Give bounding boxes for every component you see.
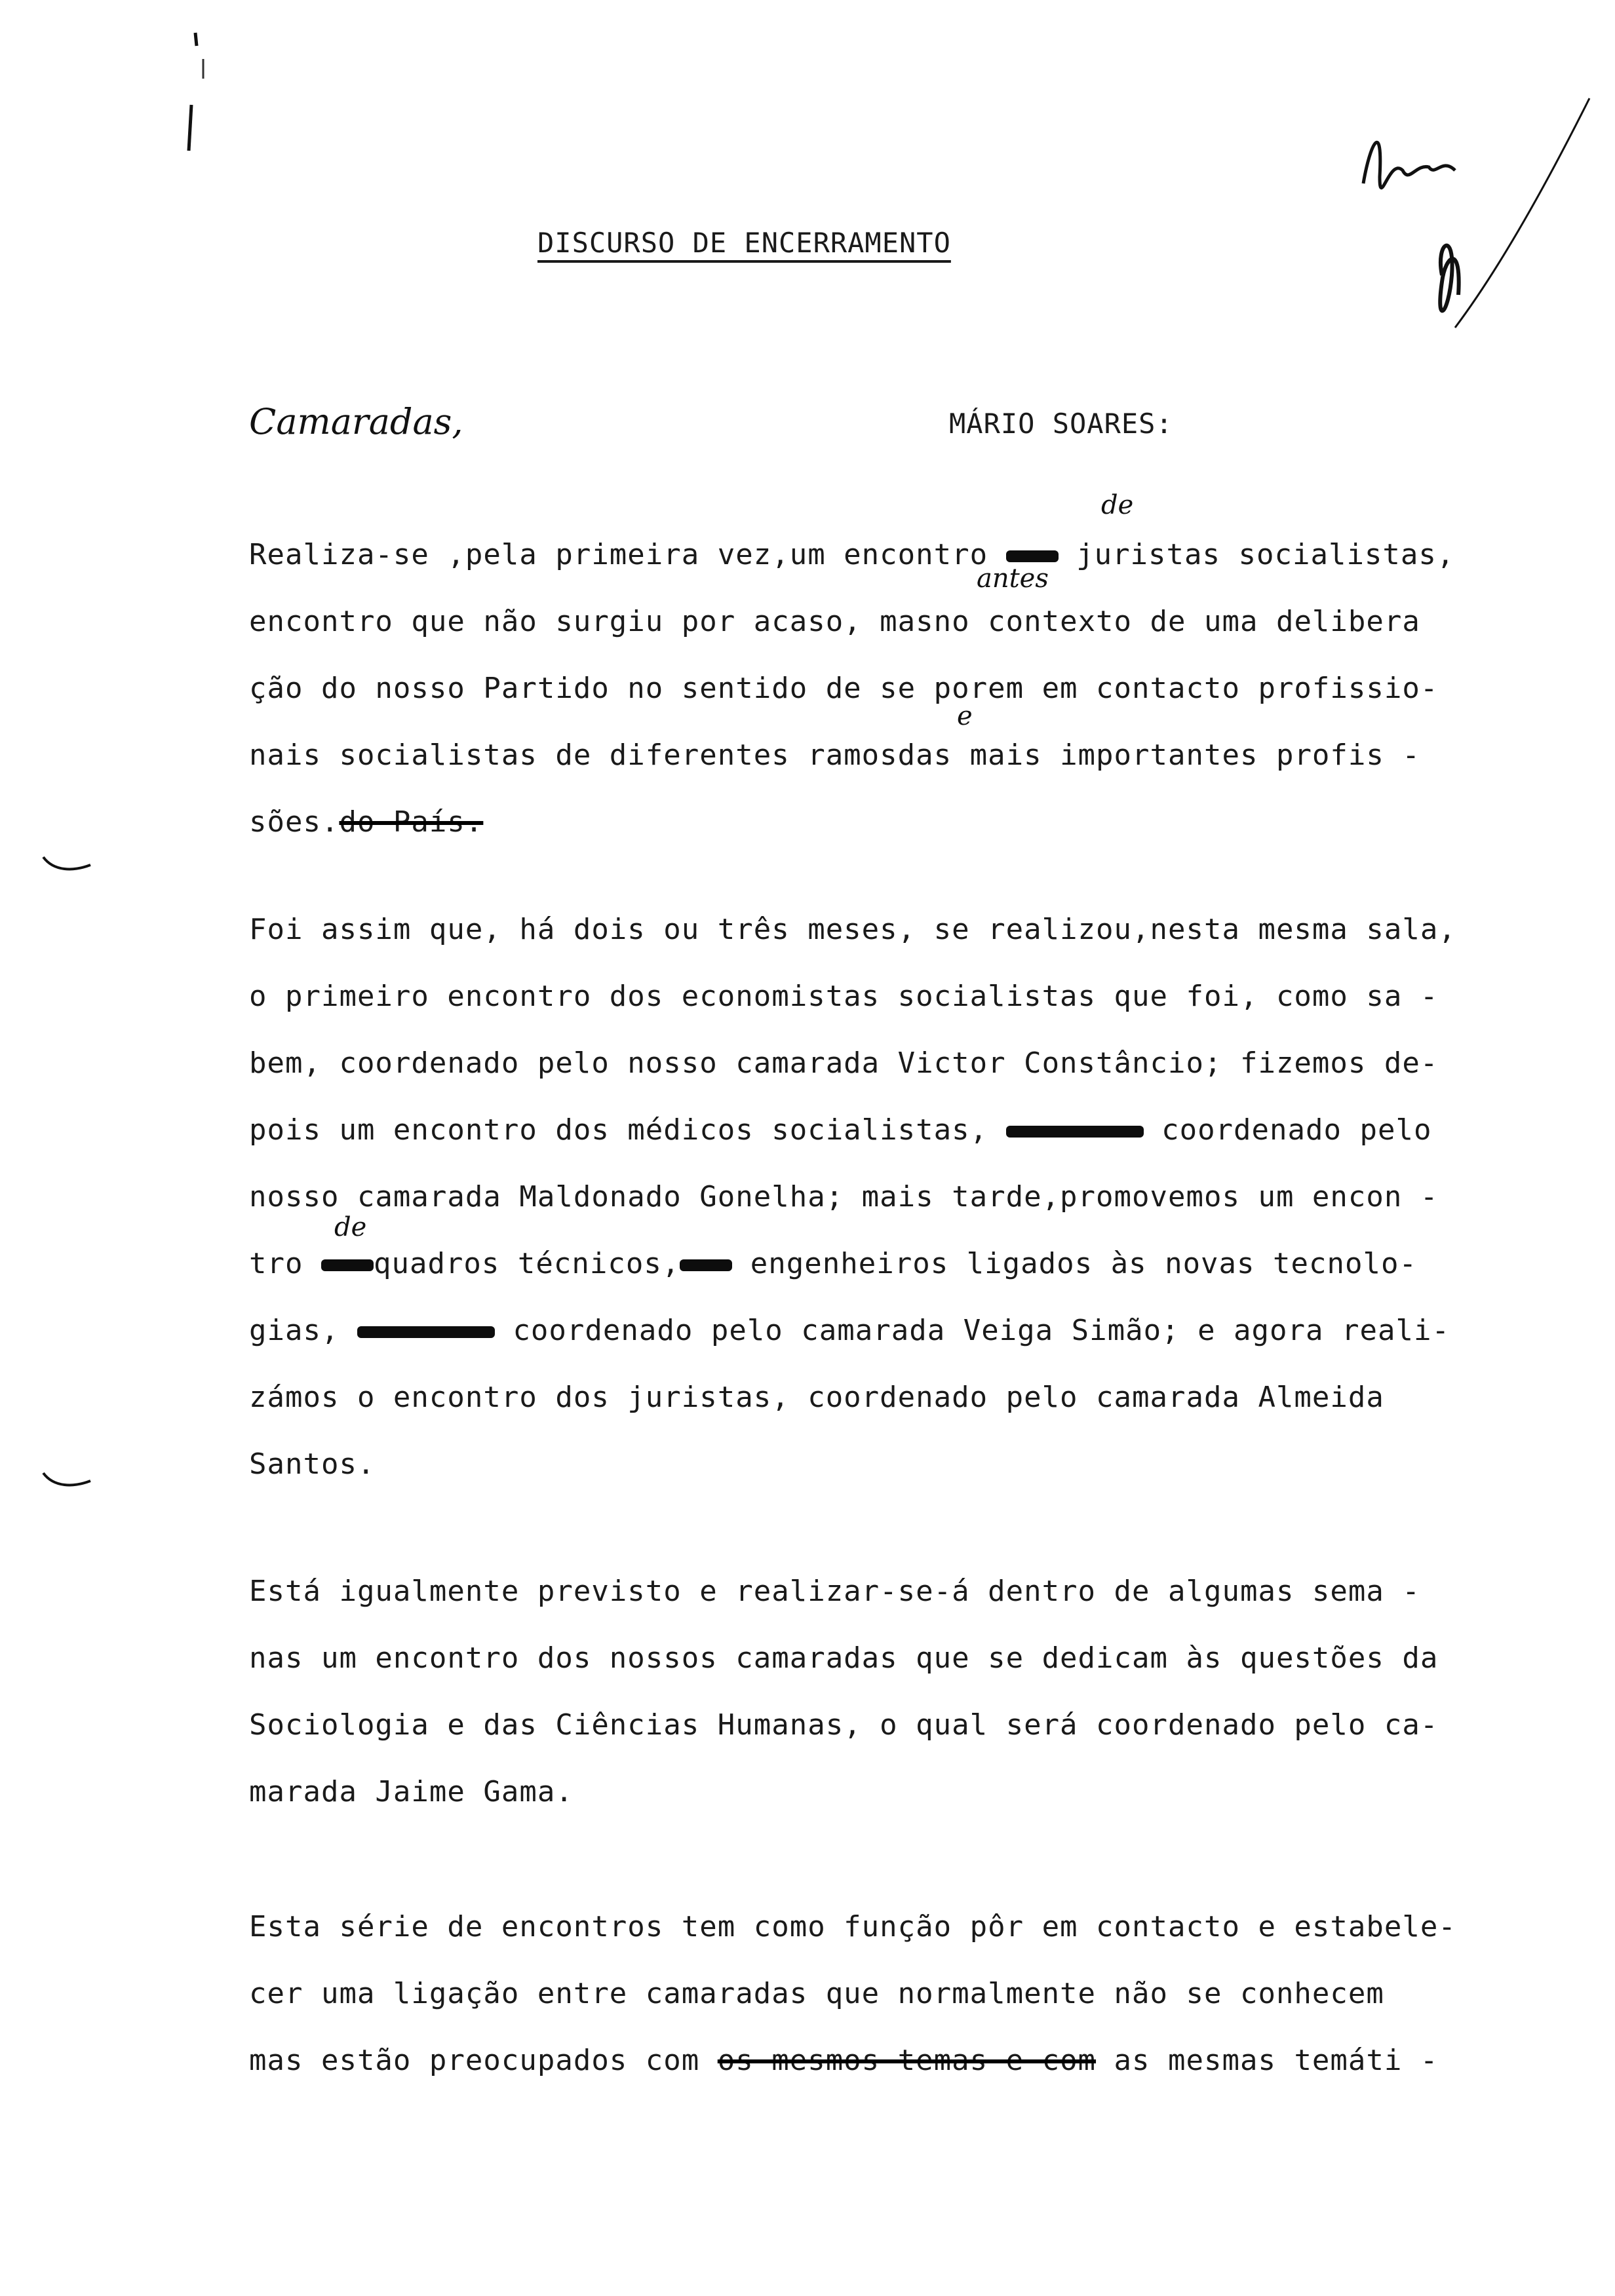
p1-line1b: juristas socialistas, bbox=[1058, 538, 1455, 571]
margin-curve-mark-2 bbox=[41, 1468, 93, 1494]
struck-dos bbox=[321, 1259, 374, 1271]
p1-line5a: sões. bbox=[249, 805, 340, 839]
p4-line3a: mas estão preocupados com bbox=[249, 2044, 718, 2077]
p1-line2a: encontro que não surgiu por acaso, mas bbox=[249, 605, 934, 638]
p2-line8: zámos o encontro dos juristas, coordenado pelo camarada Almeida bbox=[249, 1381, 1384, 1414]
struck-os-mesmos-temas: os mesmos temas e com bbox=[717, 2044, 1097, 2077]
p4-line2: cer uma ligação entre camaradas que normalmente não se conhecem bbox=[249, 1977, 1384, 2010]
paragraph-1 bbox=[249, 522, 1553, 856]
p2-line7a: gias, bbox=[249, 1314, 357, 1347]
p3-line2: nas um encontro dos nossos camaradas que se dedicam às questões da bbox=[249, 1641, 1439, 1675]
p4-line1: Esta série de encontros tem como função pôr em contacto e estabele- bbox=[249, 1910, 1456, 1943]
p2-line6a: tro bbox=[249, 1247, 321, 1280]
insert-e: e bbox=[957, 701, 973, 731]
p2-line4a: pois um encontro dos médicos socialistas, bbox=[249, 1113, 1006, 1147]
struck-word bbox=[1006, 550, 1059, 562]
handwritten-signature-mark bbox=[1344, 79, 1593, 354]
p3-line3: Sociologia e das Ciências Humanas, o qual será coordenado pelo ca- bbox=[249, 1708, 1439, 1742]
struck-que-foi-1 bbox=[1006, 1126, 1144, 1138]
p4-line3b: as mesmas temáti - bbox=[1096, 2044, 1439, 2077]
p2-line9: Santos. bbox=[249, 1447, 376, 1481]
speaker-name: MÁRIO SOARES: bbox=[949, 408, 1173, 440]
margin-curve-mark-1 bbox=[41, 852, 93, 878]
p2-line5: nosso camarada Maldonado Gonelha; mais tarde,promovemos um encon - bbox=[249, 1180, 1439, 1214]
insert-de-2: de bbox=[334, 1212, 367, 1242]
insert-antes: antes bbox=[977, 564, 1049, 594]
p1-line4b: das mais importantes profis - bbox=[897, 738, 1420, 772]
p1-line1a: Realiza-se ,pela primeira vez,um encontro bbox=[249, 538, 1006, 571]
p1-line2b: no contexto de uma delibera bbox=[933, 605, 1420, 638]
p1-line4a: nais socialistas de diferentes ramos bbox=[249, 738, 898, 772]
struck-que-foi-2 bbox=[357, 1326, 495, 1338]
p2-line1: Foi assim que, há dois ou três meses, se realizou,nesta mesma sala, bbox=[249, 913, 1456, 946]
p2-line6c: engenheiros ligados às novas tecnolo- bbox=[732, 1247, 1417, 1280]
p2-line7b: coordenado pelo camarada Veiga Simão; e agora reali- bbox=[494, 1314, 1450, 1347]
paragraph-3 bbox=[249, 1558, 1553, 1826]
p2-line2: o primeiro encontro dos economistas socialistas que foi, como sa - bbox=[249, 980, 1439, 1013]
struck-do-pais: do País. bbox=[339, 805, 484, 839]
p1-line3: ção do nosso Partido no sentido de se porem em contacto profissio- bbox=[249, 672, 1439, 705]
document-title: DISCURSO DE ENCERRAMENTO bbox=[537, 227, 951, 259]
margin-tick-marks bbox=[177, 20, 216, 164]
p3-line4: marada Jaime Gama. bbox=[249, 1775, 574, 1808]
insert-de-1: de bbox=[1101, 490, 1134, 520]
p2-line3: bem, coordenado pelo nosso camarada Victor Constâncio; fizemos de- bbox=[249, 1046, 1439, 1080]
p2-line4b: coordenado pelo bbox=[1143, 1113, 1432, 1147]
p3-line1: Está igualmente previsto e realizar-se-á dentro de algumas sema - bbox=[249, 1575, 1420, 1608]
handwritten-greeting: Camaradas, bbox=[249, 401, 463, 442]
p2-line6b: quadros técnicos, bbox=[373, 1247, 680, 1280]
struck-dos-2 bbox=[680, 1259, 732, 1271]
paragraph-2 bbox=[249, 896, 1553, 1498]
paragraph-4 bbox=[249, 1894, 1553, 2094]
